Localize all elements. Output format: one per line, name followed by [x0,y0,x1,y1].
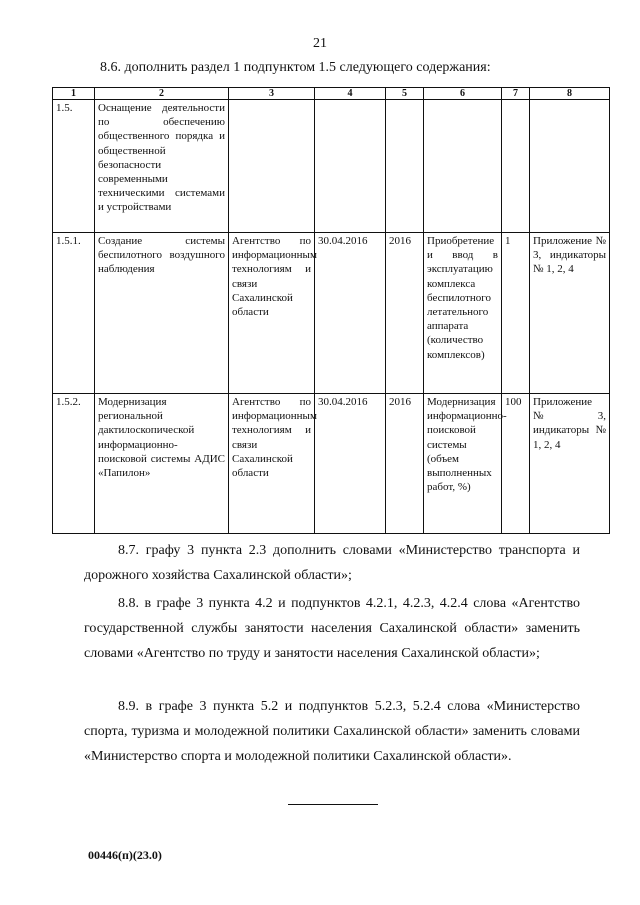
table-row [53,394,610,534]
divider-line [288,804,378,805]
table-header-row [53,88,610,100]
row-number: 1.5.1. [53,233,95,394]
page-number: 21 [313,36,327,51]
row-number: 1.5. [53,100,95,233]
deadline: 30.04.2016 [315,233,386,394]
header-cell: 5 [386,88,424,100]
reference: Приложение № 3, индикаторы № 1, 2, 4 [530,233,610,394]
result: Модернизация информационно-поисковой системы (объем выполненных работ, %) [424,394,502,534]
document-code: 00446(п)(23.0) [88,848,162,862]
header-cell: 1 [53,88,95,100]
reference [530,100,610,233]
measure-name: Модернизация региональной дактилоскопической информационно-поисковой системы АДИС «Папилон» [95,394,229,534]
executor: Агентство по информационным технологиям и связи Сахалинской области [229,394,315,534]
paragraph-text: 8.8. в графе 3 пункта 4.2 и подпунктов 4.2.1, 4.2.3, 4.2.4 слова «Агентство государственной службы занятости населения Сахалинской области» заменить словами «Агентство по труду и занятости населения Сахалинской области»; [84,596,580,661]
paragraph-8-8 [84,591,580,666]
header-cell: 6 [424,88,502,100]
executor [229,100,315,233]
measure-name: Оснащение деятельности по обеспечению общественного порядка и общественной безопасности современными техническими системами и устройствами [95,100,229,233]
paragraph-8-7 [84,538,580,588]
header-cell: 3 [229,88,315,100]
value: 100 [502,394,530,534]
year: 2016 [386,233,424,394]
paragraph-8-9 [84,694,580,769]
value: 1 [502,233,530,394]
intro-line: 8.6. дополнить раздел 1 подпунктом 1.5 следующего содержания: [100,60,491,75]
table-row [53,233,610,394]
table-row [53,100,610,233]
paragraph-text: 8.7. графу 3 пункта 2.3 дополнить словами «Министерство транспорта и дорожного хозяйства Сахалинской области»; [84,543,580,583]
row-number: 1.5.2. [53,394,95,534]
year: 2016 [386,394,424,534]
result: Приобретение и ввод в эксплуатацию комплекса беспилотного летательного аппарата (количество комплексов) [424,233,502,394]
year [386,100,424,233]
deadline: 30.04.2016 [315,394,386,534]
executor: Агентство по информационным технологиям и связи Сахалинской области [229,233,315,394]
measure-name: Создание системы беспилотного воздушного наблюдения [95,233,229,394]
value [502,100,530,233]
reference: Приложение №3, индикаторы № 1, 2, 4 [530,394,610,534]
header-cell: 4 [315,88,386,100]
deadline [315,100,386,233]
header-cell: 8 [530,88,610,100]
header-cell: 7 [502,88,530,100]
result [424,100,502,233]
amendment-table [52,87,610,534]
paragraph-text: 8.9. в графе 3 пункта 5.2 и подпунктов 5.2.3, 5.2.4 слова «Министерство спорта, туризма и молодежной политики Сахалинской области» заменить словами «Министерство спорта и молодежной политики Сахалинской области». [84,699,580,764]
header-cell: 2 [95,88,229,100]
